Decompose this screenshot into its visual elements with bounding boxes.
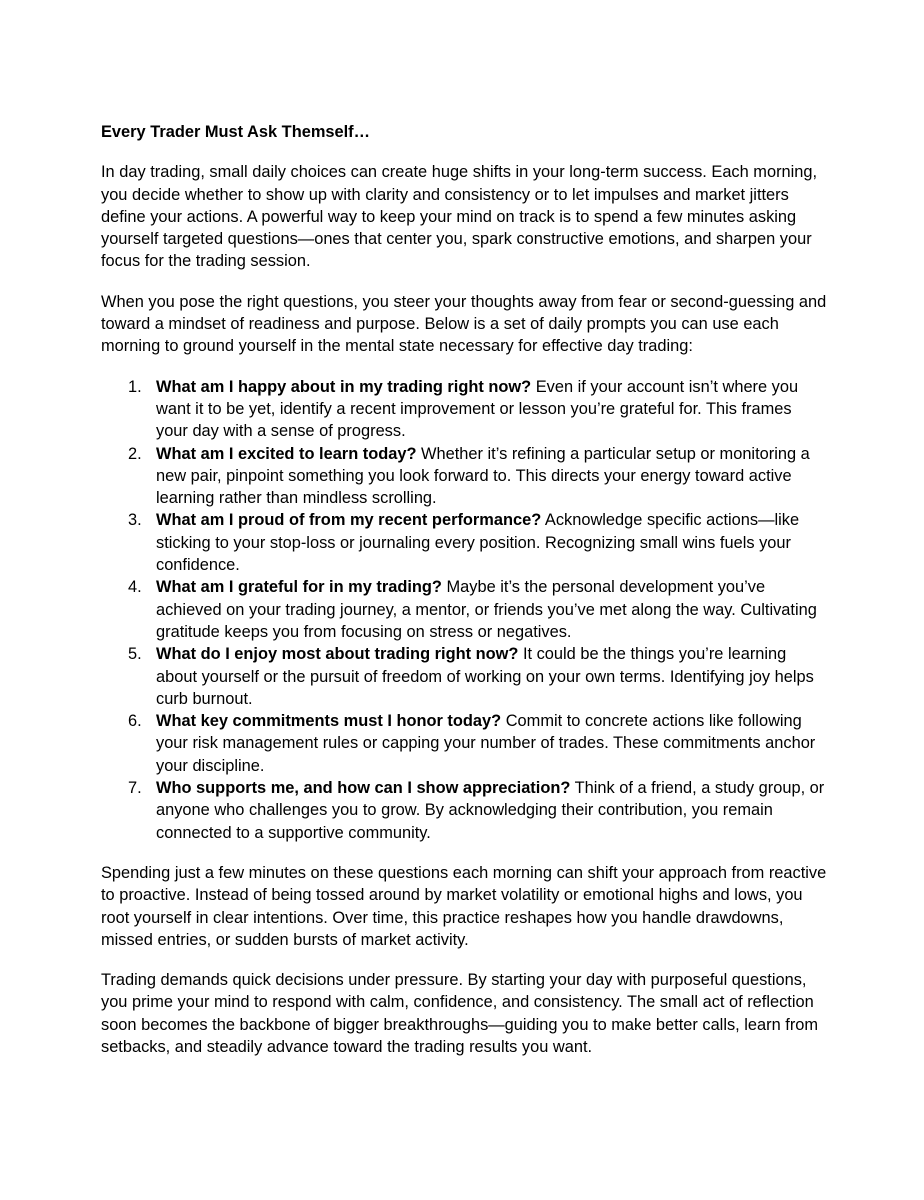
intro-paragraph-2: When you pose the right questions, you steer your thoughts away from fear or second-guessing and toward a mindset of readiness and purpose. Below is a set of daily prompts you can use each morning to ground yourself in the mental state necessary for effective day trading: xyxy=(101,292,827,356)
question-text: Even if your account isn’t where you want it to be yet, identify a recent improvement or lesson you’re grateful for. This frames your day with a sense of progress. xyxy=(156,377,799,441)
list-item xyxy=(101,509,827,576)
list-number: 2. xyxy=(128,444,142,463)
question-heading: What am I proud of from my recent performance? xyxy=(156,511,542,530)
question-heading: What key commitments must I honor today? xyxy=(156,712,502,731)
question-heading: Who supports me, and how can I show appreciation? xyxy=(156,779,571,798)
list-item xyxy=(101,576,827,643)
question-text: Commit to concrete actions like following your risk management rules or capping your number of trades. These commitments anchor your discipline. xyxy=(156,712,816,775)
question-heading: What am I grateful for in my trading? xyxy=(156,578,442,597)
question-text: Maybe it’s the personal development you’ve achieved on your trading journey, a mentor, or friends you’ve met along the way. Cultivating gratitude keeps you from focusing on stress or negatives. xyxy=(156,578,817,641)
intro-paragraph-1: In day trading, small daily choices can create huge shifts in your long-term success. Each morning, you decide whether to show up with clarity and consistency or to let impulses and market jitters define your actions. A powerful way to keep your mind on track is to spend a few minutes asking yourself targeted questions—ones that center you, spark constructive emotions, and sharpen your focus for the trading session. xyxy=(101,163,818,271)
list-item xyxy=(101,777,827,844)
document-page xyxy=(101,121,827,1076)
list-item xyxy=(101,643,827,710)
question-text: Acknowledge specific actions—like sticking to your stop-loss or journaling every position. Recognizing small wins fuels your confidence. xyxy=(156,511,800,575)
document-title: Every Trader Must Ask Themself… xyxy=(101,123,371,141)
list-number: 6. xyxy=(128,712,142,731)
list-number: 4. xyxy=(128,578,142,597)
list-number: 3. xyxy=(128,511,142,530)
list-item xyxy=(101,443,827,510)
question-list xyxy=(101,376,827,844)
question-text: Think of a friend, a study group, or anyone who challenges you to grow. By acknowledging their contribution, you remain connected to a supportive community. xyxy=(156,779,825,842)
closing-paragraph-1: Spending just a few minutes on these questions each morning can shift your approach from reactive to proactive. Instead of being tossed around by market volatility or emotional highs and lows, you root yourself in clear intentions. Over time, this practice reshapes how you handle drawdowns, missed entries, or sudden bursts of market activity. xyxy=(101,863,827,949)
question-text: Whether it’s refining a particular setup or monitoring a new pair, pinpoint something you look forward to. This directs your energy toward active learning rather than mindless scrolling. xyxy=(156,444,810,508)
list-number: 7. xyxy=(128,779,142,798)
question-heading: What am I excited to learn today? xyxy=(156,444,417,463)
question-heading: What am I happy about in my trading right now? xyxy=(156,377,532,396)
closing-paragraph-2: Trading demands quick decisions under pressure. By starting your day with purposeful questions, you prime your mind to respond with calm, confidence, and consistency. The small act of reflection soon becomes the backbone of bigger breakthroughs—guiding you to make better calls, learn from setbacks, and steadily advance toward the trading results you want. xyxy=(101,971,819,1056)
list-number: 5. xyxy=(128,645,142,664)
list-item xyxy=(101,710,827,777)
question-text: It could be the things you’re learning about yourself or the pursuit of freedom of working on your own terms. Identifying joy helps curb burnout. xyxy=(156,645,814,708)
question-heading: What do I enjoy most about trading right now? xyxy=(156,645,519,664)
list-number: 1. xyxy=(128,377,142,396)
list-item xyxy=(101,376,827,443)
